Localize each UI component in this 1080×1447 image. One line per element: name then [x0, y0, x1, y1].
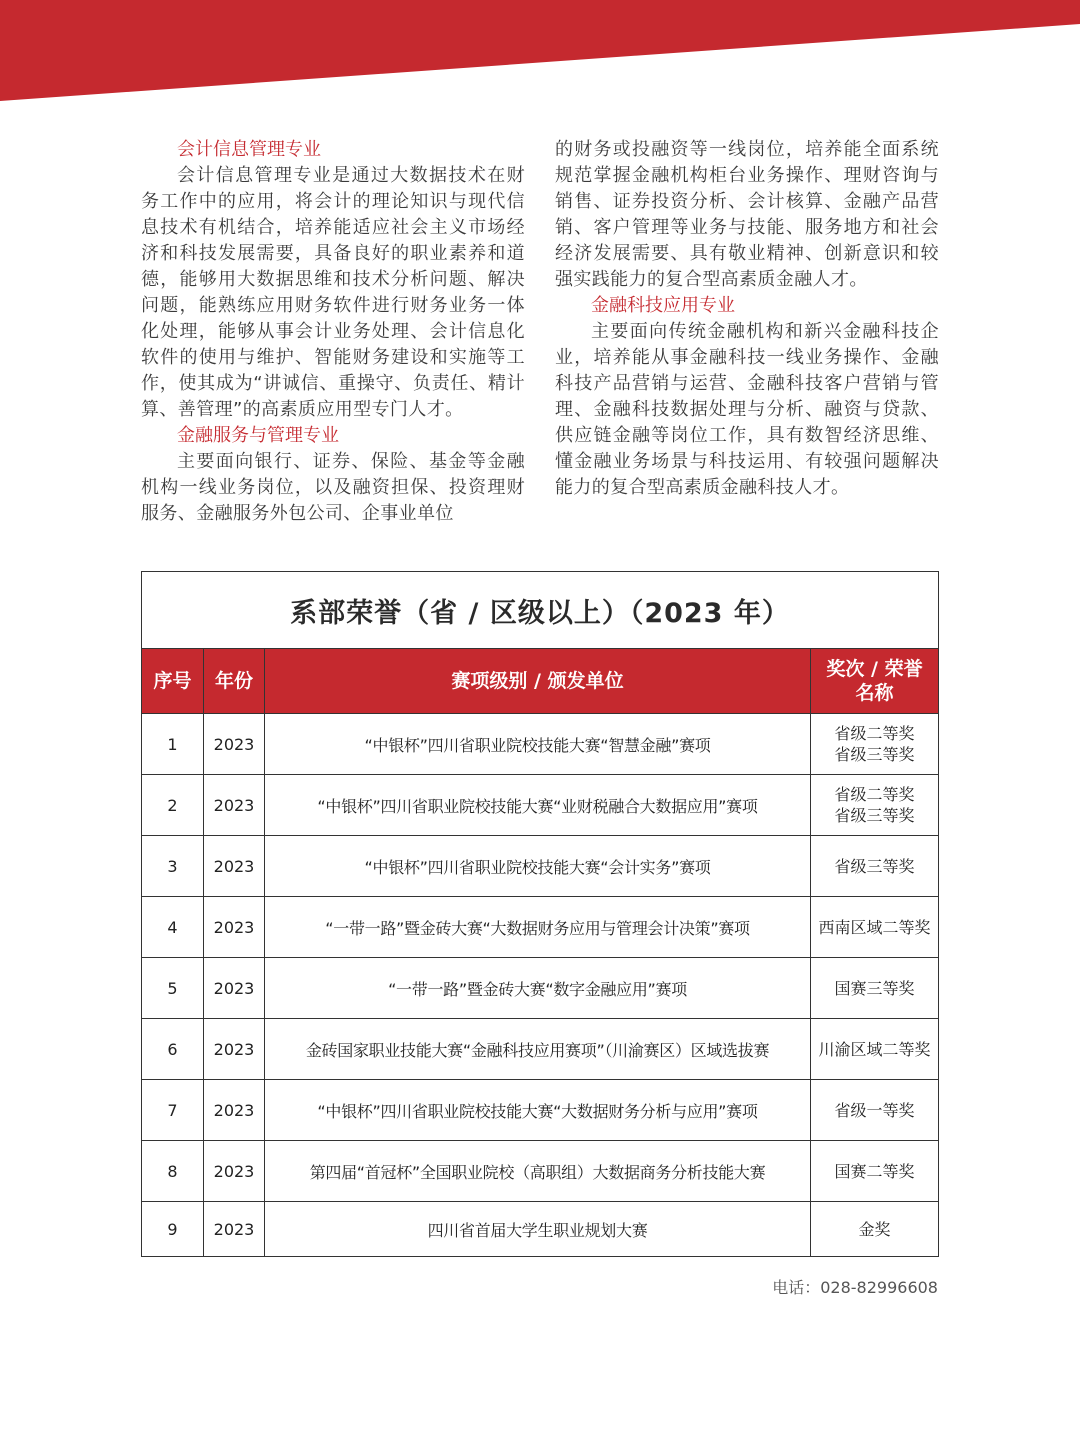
cell-no: 5 [142, 958, 204, 1019]
cell-no: 4 [142, 897, 204, 958]
section-text-fintech: 主要面向传统金融机构和新兴金融科技企业，培养能从事金融科技一线业务操作、金融科技产品营销与运营、金融科技客户营销与管理、金融科技数据处理与分析、融资与贷款、供应链金融等岗位工作，具有数智经济思维、懂金融业务场景与科技运用、有较强问题解决能力的复合型高素质金融科技人才。 [555, 321, 939, 498]
cell-no: 9 [142, 1202, 204, 1257]
article-right-column [555, 137, 939, 501]
table-row [142, 775, 939, 836]
honors-table [141, 571, 939, 1257]
header-no: 序号 [142, 649, 204, 714]
cell-no: 6 [142, 1019, 204, 1080]
cell-no: 3 [142, 836, 204, 897]
section-text-finance-service: 主要面向银行、证券、保险、基金等金融机构一线业务岗位，以及融资担保、投资理财服务、金融服务外包公司、企事业单位 [141, 451, 525, 524]
cell-award [811, 775, 939, 836]
cell-award [811, 714, 939, 775]
table-title: 系部荣誉（省 / 区级以上）（2023 年） [142, 572, 939, 649]
cell-event: 四川省首届大学生职业规划大赛 [265, 1202, 811, 1257]
header-event: 赛项级别 / 颁发单位 [265, 649, 811, 714]
table-row [142, 1141, 939, 1202]
cell-year: 2023 [204, 714, 265, 775]
table-row [142, 1019, 939, 1080]
cell-award: 省级三等奖 [811, 836, 939, 897]
cell-event: “一带一路”暨金砖大赛“大数据财务应用与管理会计决策”赛项 [265, 897, 811, 958]
header-award-line2: 名称 [855, 682, 894, 704]
section-heading-accounting: 会计信息管理专业 [177, 139, 321, 160]
cell-award: 国赛三等奖 [811, 958, 939, 1019]
award-line: 省级二等奖 [834, 785, 915, 804]
header-award [811, 649, 939, 714]
table-row [142, 958, 939, 1019]
section-heading-fintech: 金融科技应用专业 [591, 295, 735, 316]
table-row [142, 897, 939, 958]
cell-year: 2023 [204, 1019, 265, 1080]
section-text-accounting: 会计信息管理专业是通过大数据技术在财务工作中的应用，将会计的理论知识与现代信息技术有机结合，培养能适应社会主义市场经济和科技发展需要，具备良好的职业素养和道德，能够用大数据思维和技术分析问题、解决问题，能熟练应用财务软件进行财务业务一体化处理，能够从事会计业务处理、会计信息化软件的使用与维护、智能财务建设和实施等工作，使其成为“讲诚信、重操守、负责任、精计算、善管理”的高素质应用型专门人才。 [141, 165, 525, 420]
cell-event: “中银杯”四川省职业院校技能大赛“业财税融合大数据应用”赛项 [265, 775, 811, 836]
table-row [142, 1202, 939, 1257]
table-title-row [142, 572, 939, 649]
footer-phone: 电话：028-82996608 [772, 1278, 938, 1297]
section-text-finance-service-cont: 的财务或投融资等一线岗位，培养能全面系统规范掌握金融机构柜台业务操作、理财咨询与销售、证券投资分析、会计核算、金融产品营销、客户管理等业务与技能、服务地方和社会经济发展需要、具有敬业精神、创新意识和较强实践能力的复合型高素质金融人才。 [555, 139, 939, 290]
cell-no: 1 [142, 714, 204, 775]
table-header-row [142, 649, 939, 714]
cell-year: 2023 [204, 958, 265, 1019]
cell-event: “中银杯”四川省职业院校技能大赛“大数据财务分析与应用”赛项 [265, 1080, 811, 1141]
table-row [142, 714, 939, 775]
cell-year: 2023 [204, 836, 265, 897]
article-left-column [141, 137, 525, 527]
award-line: 省级三等奖 [834, 806, 915, 825]
header-year: 年份 [204, 649, 265, 714]
cell-no: 2 [142, 775, 204, 836]
award-line: 省级三等奖 [834, 745, 915, 764]
cell-award: 川渝区域二等奖 [811, 1019, 939, 1080]
cell-award: 国赛二等奖 [811, 1141, 939, 1202]
header-award-line1: 奖次 / 荣誉 [826, 658, 923, 680]
cell-event: “一带一路”暨金砖大赛“数字金融应用”赛项 [265, 958, 811, 1019]
table-row [142, 836, 939, 897]
cell-year: 2023 [204, 1141, 265, 1202]
table-row [142, 1080, 939, 1141]
cell-award: 金奖 [811, 1202, 939, 1257]
cell-event: “中银杯”四川省职业院校技能大赛“智慧金融”赛项 [265, 714, 811, 775]
cell-year: 2023 [204, 1202, 265, 1257]
cell-event: “中银杯”四川省职业院校技能大赛“会计实务”赛项 [265, 836, 811, 897]
cell-event: 第四届“首冠杯”全国职业院校（高职组）大数据商务分析技能大赛 [265, 1141, 811, 1202]
cell-award: 省级一等奖 [811, 1080, 939, 1141]
cell-award: 西南区域二等奖 [811, 897, 939, 958]
cell-year: 2023 [204, 1080, 265, 1141]
cell-event: 金砖国家职业技能大赛“金融科技应用赛项”（川渝赛区）区域选拔赛 [265, 1019, 811, 1080]
cell-year: 2023 [204, 775, 265, 836]
cell-no: 8 [142, 1141, 204, 1202]
award-line: 省级二等奖 [834, 724, 915, 743]
cell-no: 7 [142, 1080, 204, 1141]
section-heading-finance-service: 金融服务与管理专业 [177, 425, 339, 446]
cell-year: 2023 [204, 897, 265, 958]
header-banner [0, 0, 1080, 102]
